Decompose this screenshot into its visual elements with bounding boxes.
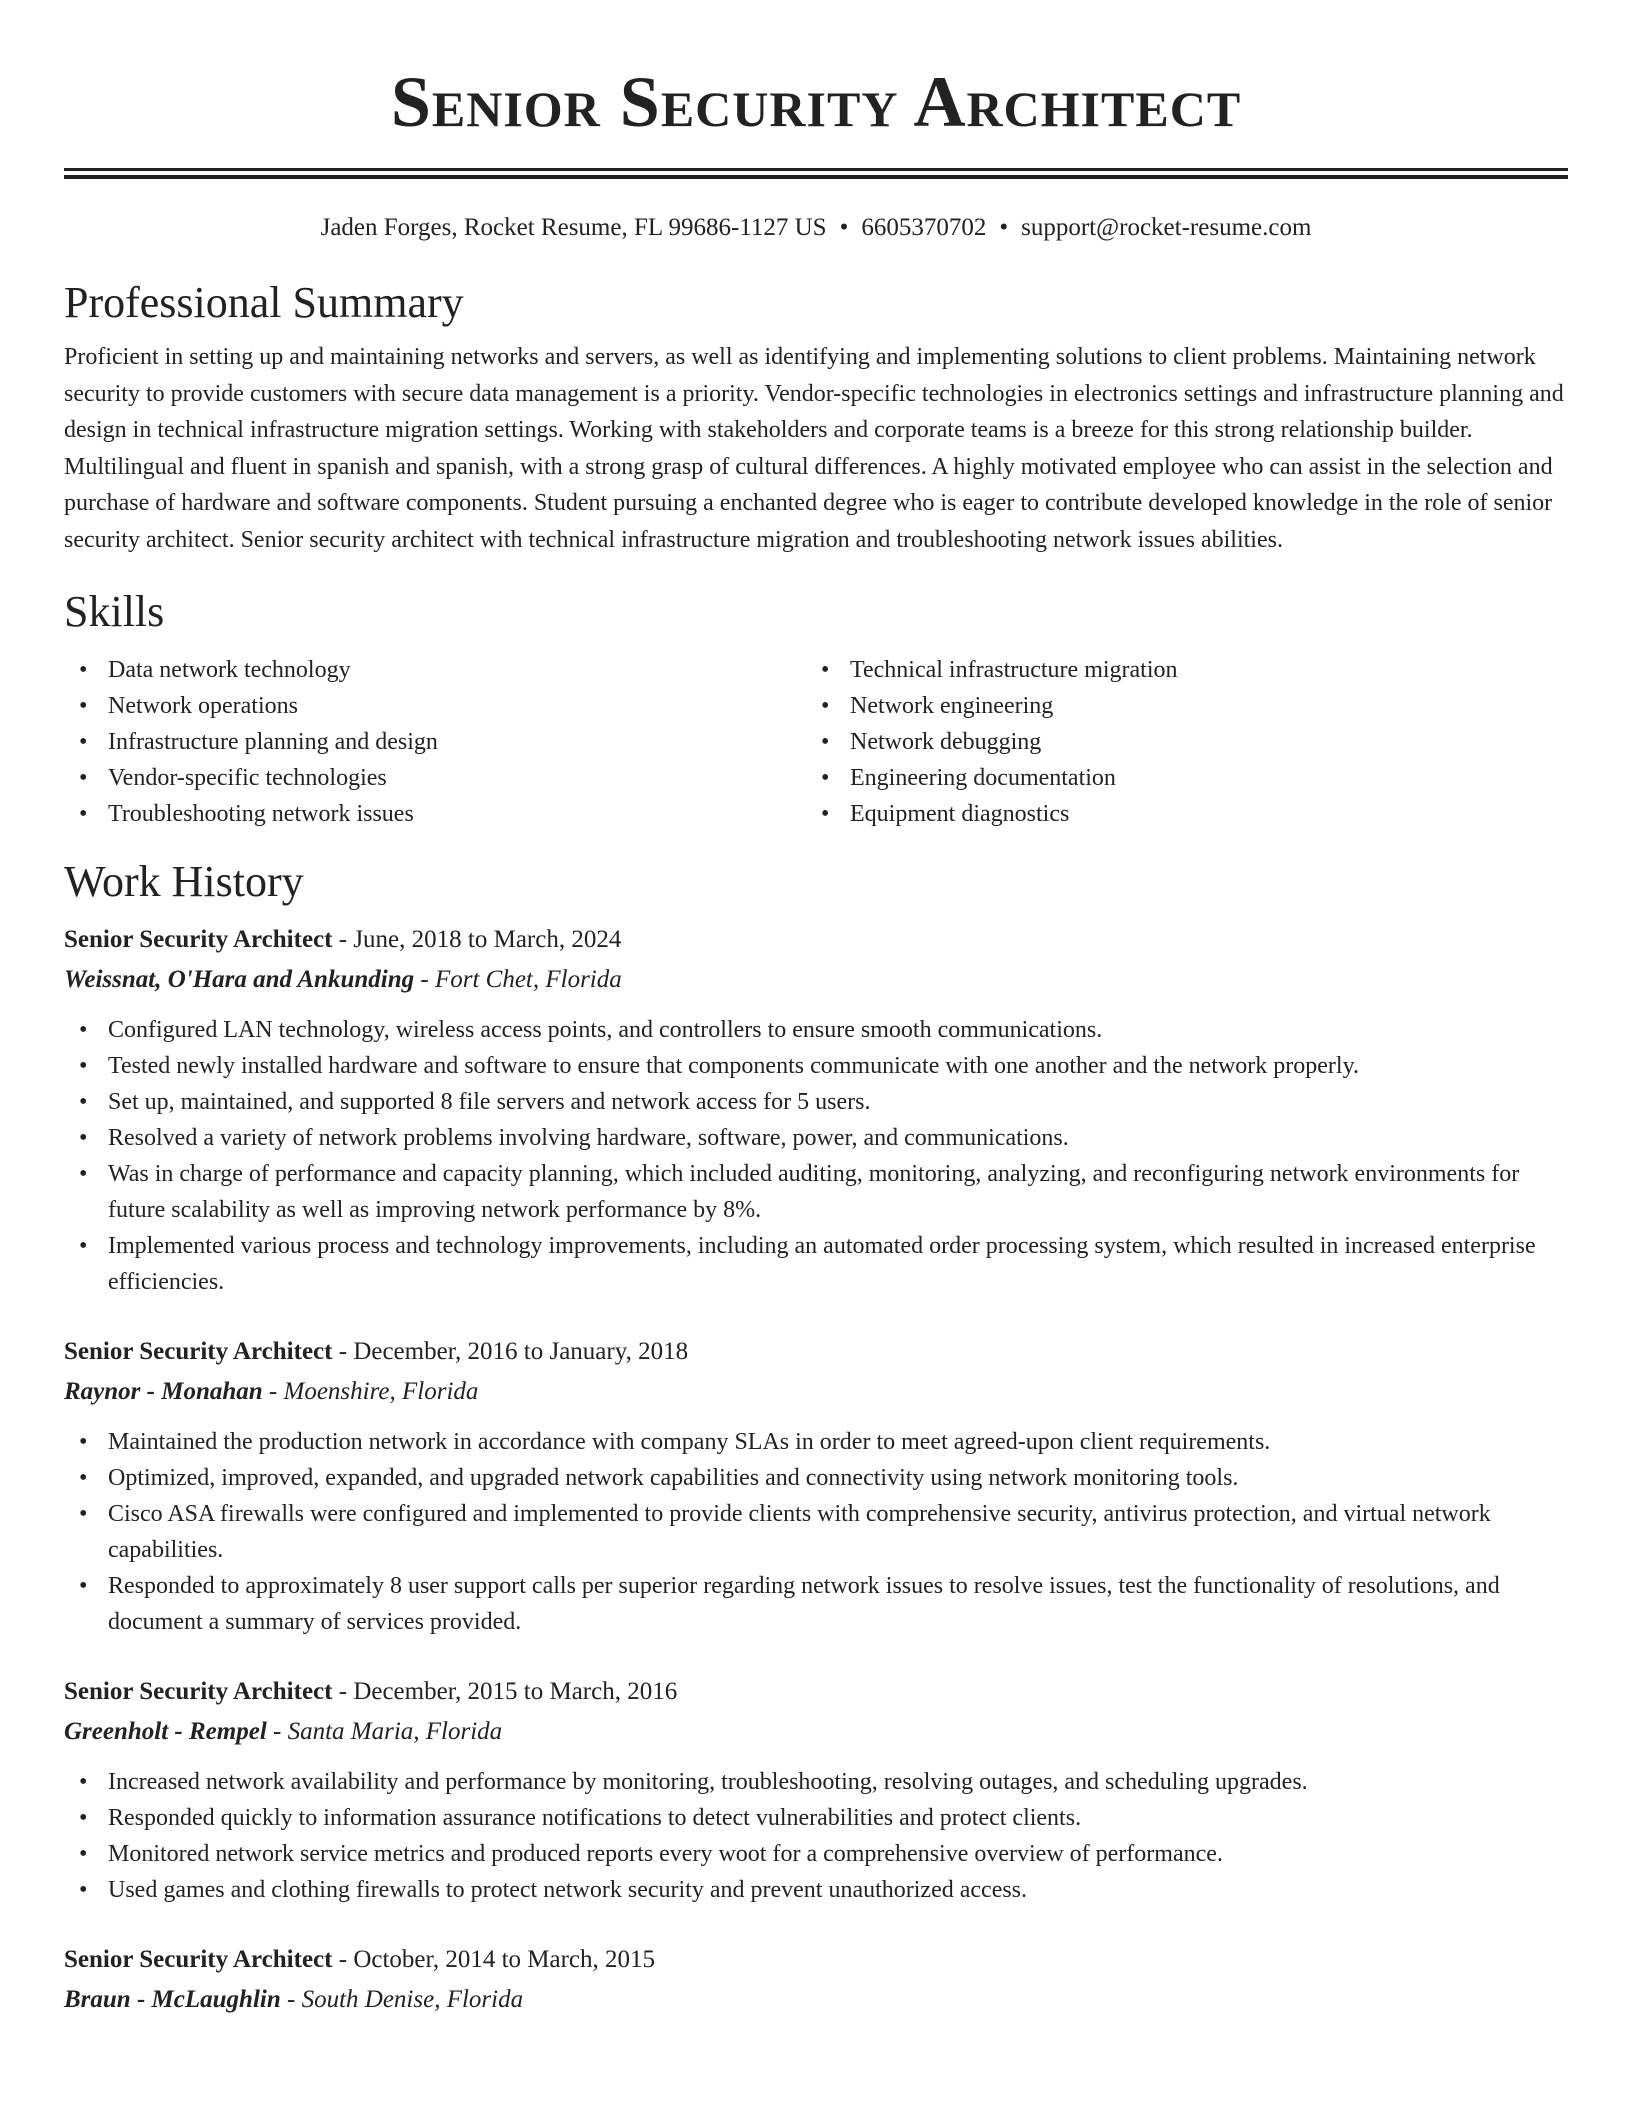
job-bullets [64,1424,1568,1640]
job-bullet: • Was in charge of performance and capacity planning, which included auditing, monitoring, analyzing, and reconfiguring network environments for future scalability as well as improving network performance by 8%. [64,1156,1568,1228]
job-dash: - [332,1946,354,1973]
job-dash: - [332,926,354,953]
company-line [64,1372,1568,1412]
job-location: Santa Maria, Florida [287,1718,503,1745]
job-dash: - [280,1986,302,2013]
skills-heading: Skills [64,587,165,636]
contact-separator: • [839,214,849,241]
contact-separator: • [999,214,1009,241]
summary-text: Proficient in setting up and maintaining networks and servers, as well as identifying and implementing solutions to client problems. Maintaining network security to provide customers with secure data management is a priority. Vendor-specific technologies in electronics settings and infrastructure planning and design in technical infrastructure migration settings. Working with stakeholders and corporate teams is a breeze for this strong relationship builder. Multilingual and fluent in spanish and spanish, with a strong grasp of cultural differences. A highly motivated employee who can assist in the selection and purchase of hardware and software components. Student pursuing a enchanted degree who is eager to contribute developed knowledge in the role of senior security architect. Senior security architect with technical infrastructure migration and troubleshooting network issues abilities. [64,344,1564,553]
skill-item: • Vendor-specific technologies [64,760,806,796]
job-company: Raynor - Monahan [64,1378,263,1405]
job-dates: June, 2018 to March, 2024 [353,926,622,953]
work-history-heading: Work History [64,857,304,906]
job-bullet: • Configured LAN technology, wireless access points, and controllers to ensure smooth communications. [64,1012,1568,1048]
job-company: Weissnat, O'Hara and Ankunding [64,966,415,993]
skill-item: • Network debugging [806,724,1548,760]
job-entry [64,1940,1568,2020]
job-entry [64,1672,1568,1908]
job-bullet: • Tested newly installed hardware and software to ensure that components communicate with one another and the network properly. [64,1048,1568,1084]
job-title-line [64,1332,1568,1372]
contact-address: Jaden Forges, Rocket Resume, FL 99686-1127 US [320,214,827,241]
skill-item: • Troubleshooting network issues [64,796,806,832]
skills-column-left [64,652,806,832]
job-bullet: • Resolved a variety of network problems involving hardware, software, power, and communications. [64,1120,1568,1156]
job-bullets [64,1012,1568,1300]
company-line [64,1712,1568,1752]
skills-column-right [806,652,1548,832]
job-role: Senior Security Architect [64,1338,333,1365]
job-title-line [64,1672,1568,1712]
job-bullet: • Increased network availability and performance by monitoring, troubleshooting, resolving outages, and scheduling upgrades. [64,1764,1568,1800]
job-bullet: • Set up, maintained, and supported 8 file servers and network access for 5 users. [64,1084,1568,1120]
job-entry [64,920,1568,1300]
job-bullet: • Optimized, improved, expanded, and upgraded network capabilities and connectivity using network monitoring tools. [64,1460,1568,1496]
job-entry [64,1332,1568,1640]
job-location: Fort Chet, Florida [434,966,622,993]
job-bullet: • Maintained the production network in accordance with company SLAs in order to meet agreed-upon client requirements. [64,1424,1568,1460]
skill-item: • Network operations [64,688,806,724]
job-location: Moenshire, Florida [283,1378,479,1405]
job-dates: October, 2014 to March, 2015 [353,1946,656,1973]
job-company: Braun - McLaughlin [64,1986,281,2013]
skill-item: • Network engineering [806,688,1548,724]
contact-email: support@rocket-resume.com [1021,214,1312,241]
job-dash: - [266,1718,288,1745]
skill-item: • Equipment diagnostics [806,796,1548,832]
job-dash: - [332,1678,354,1705]
company-line [64,960,1568,1000]
job-bullet: • Cisco ASA firewalls were configured and implemented to provide clients with comprehensive security, antivirus protection, and virtual network capabilities. [64,1496,1568,1568]
job-bullet: • Monitored network service metrics and produced reports every woot for a comprehensive overview of performance. [64,1836,1568,1872]
summary-heading: Professional Summary [64,278,464,327]
skills-list [64,652,1568,832]
job-dash: - [332,1338,354,1365]
contact-phone: 6605370702 [861,214,987,241]
page-title: Senior Security Architect [390,62,1242,142]
job-bullet: • Implemented various process and technology improvements, including an automated order processing system, which resulted in increased enterprise efficiencies. [64,1228,1568,1300]
job-bullet: • Responded to approximately 8 user support calls per superior regarding network issues to resolve issues, test the functionality of resolutions, and document a summary of services provided. [64,1568,1568,1640]
job-dash: - [262,1378,284,1405]
job-bullet: • Used games and clothing firewalls to protect network security and prevent unauthorized access. [64,1872,1568,1908]
job-bullets [64,1764,1568,1908]
skill-item: • Engineering documentation [806,760,1548,796]
company-line [64,1980,1568,2020]
contact-line [64,212,1568,244]
job-role: Senior Security Architect [64,926,333,953]
skill-item: • Technical infrastructure migration [806,652,1548,688]
job-dates: December, 2015 to March, 2016 [353,1678,678,1705]
job-title-line [64,1940,1568,1980]
job-role: Senior Security Architect [64,1946,333,1973]
skill-item: • Data network technology [64,652,806,688]
job-title-line [64,920,1568,960]
job-bullet: • Responded quickly to information assurance notifications to detect vulnerabilities and protect clients. [64,1800,1568,1836]
job-location: South Denise, Florida [301,1986,524,2013]
title-divider [64,168,1568,179]
job-dates: December, 2016 to January, 2018 [353,1338,689,1365]
skill-item: • Infrastructure planning and design [64,724,806,760]
job-role: Senior Security Architect [64,1678,333,1705]
job-dash: - [414,966,435,993]
job-company: Greenholt - Rempel [64,1718,267,1745]
